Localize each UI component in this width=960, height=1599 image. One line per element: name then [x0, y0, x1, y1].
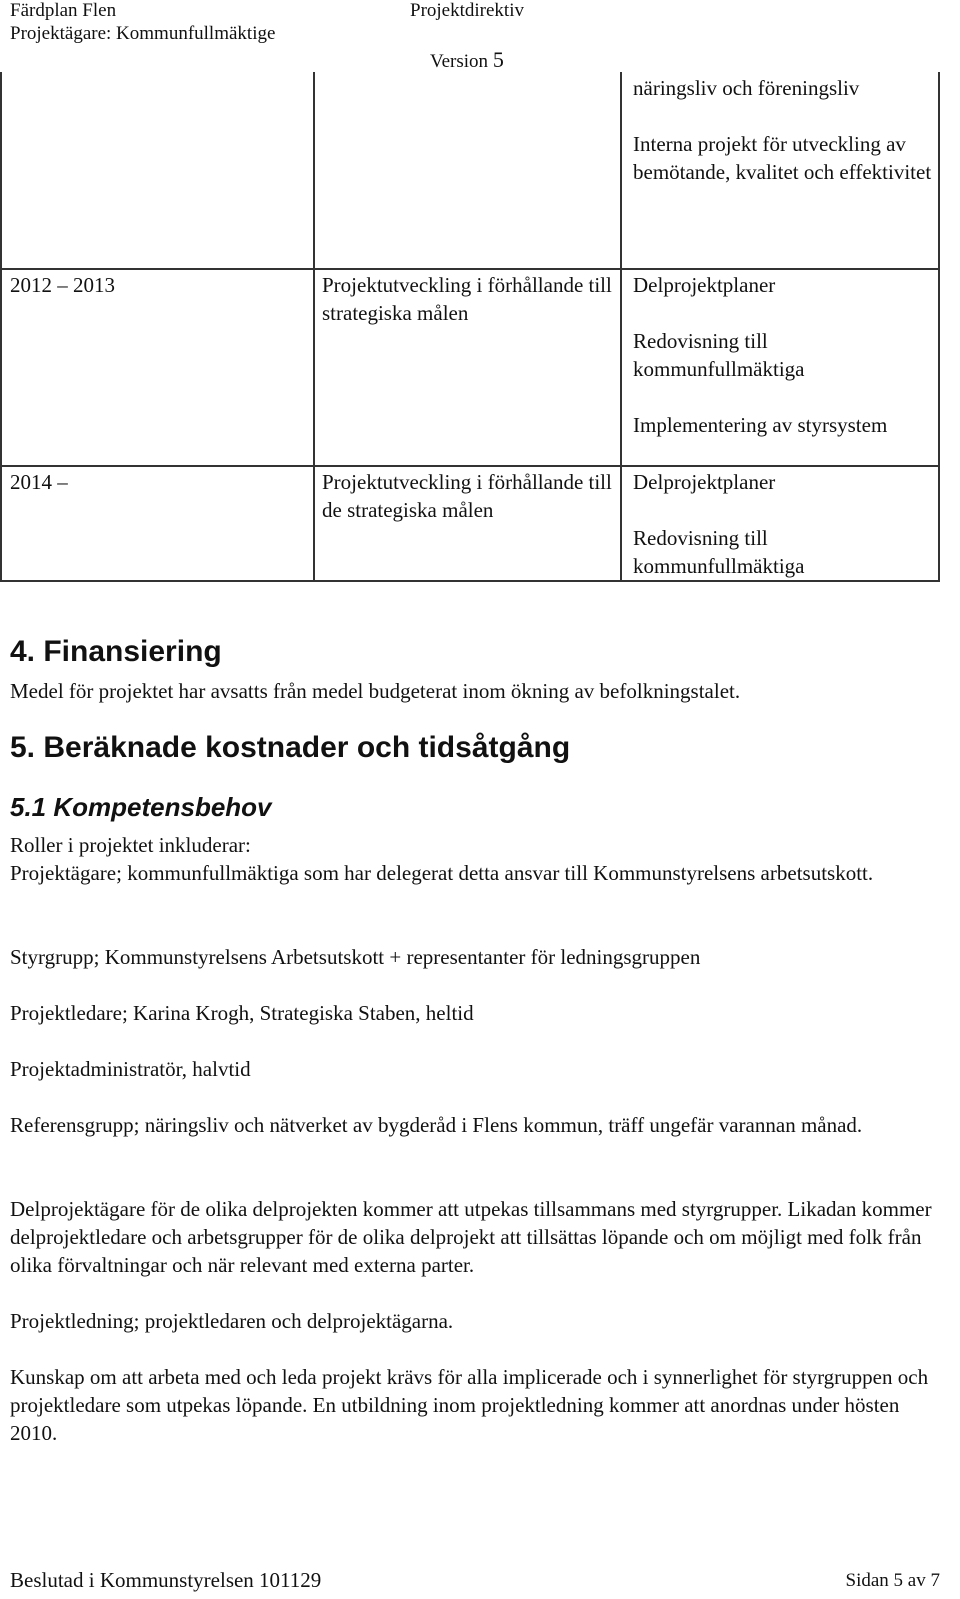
- footer-decision: Beslutad i Kommunstyrelsen 101129: [10, 1568, 322, 1592]
- paragraph: Delprojektägare för de olika delprojekten kommer att utpekas tillsammans med styrgrupper. Likadan kommer delprojektledare och arbetsgrupper för de olika delprojekt att tillsättas löpande och om möjligt med folk från olika förvaltningar och när relevant med externa parter.: [10, 1197, 932, 1277]
- table-cell: [633, 271, 933, 439]
- table-cell-text: näringsliv och föreningsliv: [633, 76, 860, 100]
- table-border-right: [938, 72, 940, 582]
- timeline-table: [0, 72, 940, 582]
- paragraph: Projektadministratör, halvtid: [10, 1057, 251, 1081]
- document-type: Projektdirektiv: [410, 0, 524, 21]
- table-cell-text: Delprojektplaner: [633, 273, 776, 297]
- table-cell-text: Implementering av styrsystem: [633, 413, 888, 437]
- paragraph: Referensgrupp; näringsliv och nätverket av bygderåd i Flens kommun, träff ungefär varannan månad.: [10, 1113, 863, 1137]
- document-name: Färdplan Flen: [10, 0, 117, 21]
- section-heading-costs: 5. Beräknade kostnader och tidsåtgång: [10, 731, 571, 764]
- table-cell-activity: Projektutveckling i förhållande till strategiska målen: [322, 273, 612, 325]
- table-cell-text: Redovisning till kommunfullmäktiga: [633, 329, 805, 381]
- paragraph: Roller i projektet inkluderar:: [10, 833, 251, 857]
- table-row-divider: [0, 465, 940, 467]
- financing-text: Medel för projektet har avsatts från medel budgeterat inom ökning av befolkningstalet.: [10, 679, 741, 703]
- paragraph: Projektägare; kommunfullmäktiga som har delegerat detta ansvar till Kommunstyrelsens arbetsutskott.: [10, 861, 874, 885]
- section-heading-financing: 4. Finansiering: [10, 635, 222, 668]
- paragraph: Styrgrupp; Kommunstyrelsens Arbetsutskott + representanter för ledningsgruppen: [10, 945, 701, 969]
- table-cell-text: Delprojektplaner: [633, 470, 776, 494]
- footer-page-number: Sidan 5 av 7: [845, 1570, 940, 1591]
- paragraph: Kunskap om att arbeta med och leda projekt krävs för alla implicerade och i synnerlighet för styrgruppen och projektledare som utpekas löpande. En utbildning inom projektledning kommer att anordnas under hösten 2010.: [10, 1365, 929, 1445]
- table-cell: [633, 74, 933, 186]
- paragraph: Projektledning; projektledaren och delprojektägarna.: [10, 1309, 454, 1333]
- table-cell-text: Interna projekt för utveckling av bemötande, kvalitet och effektivitet: [633, 132, 932, 184]
- table-cell-period: 2014 –: [10, 470, 68, 494]
- table-border-left: [0, 72, 2, 582]
- table-cell-activity: Projektutveckling i förhållande till de strategiska målen: [322, 470, 612, 522]
- table-border-bottom: [0, 580, 940, 582]
- table-cell-text: Redovisning till kommunfullmäktiga: [633, 526, 805, 578]
- table-column-divider: [313, 72, 315, 582]
- paragraph: Projektledare; Karina Krogh, Strategiska Staben, heltid: [10, 1001, 474, 1025]
- table-column-divider: [620, 72, 622, 582]
- project-owner: Projektägare: Kommunfullmäktige: [10, 23, 276, 44]
- version-label: Version 5: [430, 47, 504, 72]
- table-cell-period: 2012 – 2013: [10, 273, 115, 297]
- table-cell: [633, 468, 933, 580]
- subsection-heading-competence: 5.1 Kompetensbehov: [10, 792, 272, 822]
- table-row-divider: [0, 268, 940, 270]
